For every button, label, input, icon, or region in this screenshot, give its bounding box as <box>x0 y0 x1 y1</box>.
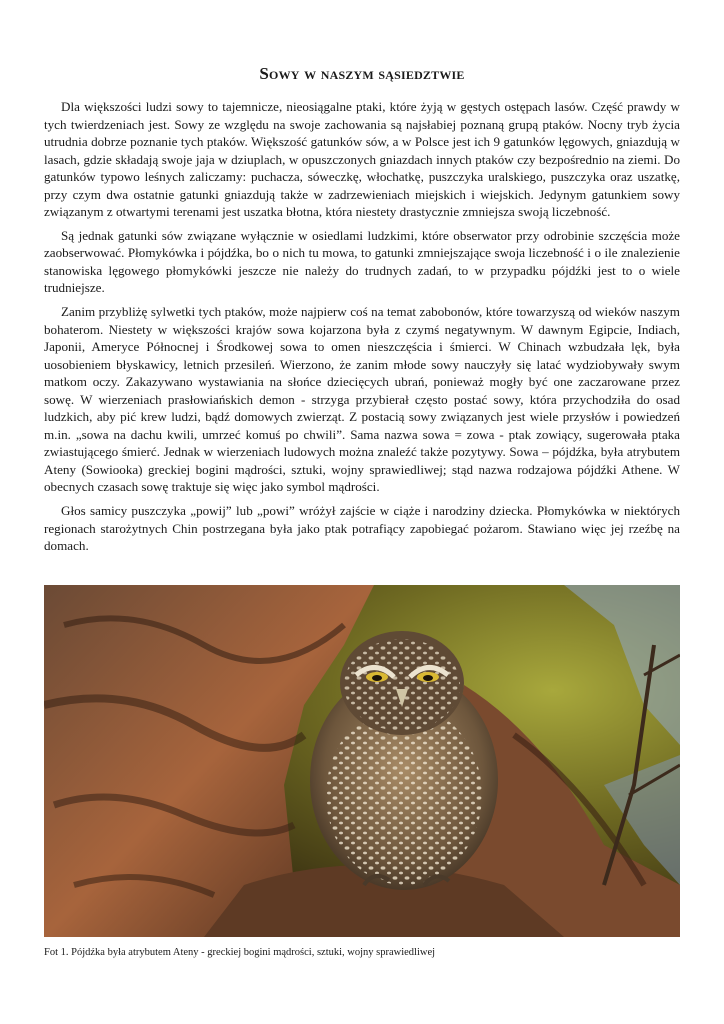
article-title: Sowy w naszym sąsiedztwie <box>259 64 465 83</box>
photo-caption: Fot 1. Pójdźka była atrybutem Ateny - greckiej bogini mądrości, sztuki, wojny sprawiedliwej <box>44 947 436 958</box>
paragraph-4: Głos samicy puszczyka „powij” lub „powi” wróżył zajście w ciąże i narodziny dziecka. Płomykówka w niektórych regionach starożytnych Chin postrzegana była jako ptak potrafiący zapobiegać pożarom. Stawiano więc jej rzeźbę na domach. <box>44 503 680 554</box>
paragraph-3: Zanim przybliżę sylwetki tych ptaków, może najpierw coś na temat zabobonów, które towarzyszą od wieków naszym bohaterom. Niestety w większości krajów sowa kojarzona była z czymś negatywnym. W dawnym Egipcie, Indiach, Japonii, Ameryce Północnej i Środkowej sowa to omen nieszczęścia i śmierci. W Chinach wzbudzała lęk, była uosobieniem błyskawicy, letnich przesileń. Wierzono, że zanim młode sowy nauczyły się latać wydziobywały swym matkom oczy. Zakazywano wystawiania na słońce dziecięcych ubrań, ponieważ mogły być one zaczarowane przez sowę. W wierzeniach prasłowiańskich demon - strzyga przybierał często postać sowy, która przychodziła do osad ludzkich, aby pić krew ludzi, bądź domowych zwierząt. Z postacią sowy związanych jest wiele przysłów i powiedzeń m.in. „sowa na dachu kwili, umrzeć komuś po chwili”. Sama nazwa sowa = zowa - ptak zowiący, sugerowała ptaka zwiastującego śmierć. Jednak w wierzeniach ludowych można znaleźć także pozytywy. Sowa – pójdźka, była atrybutem Ateny (Sowiooka) greckiej bogini mądrości, sztuki, wojny sprawiedliwej; stąd nazwa rodzajowa pójdźki Athene. W obecnych czasach sowę traktuje się więc jako symbol mądrości. <box>44 304 680 495</box>
paragraph-1: Dla większości ludzi sowy to tajemnicze, nieosiągalne ptaki, które żyją w gęstych ostępach lasów. Część prawdy w tych twierdzeniach jest. Sowy ze względu na swoje zachowania są najsłabiej poznaną grupą ptaków. Nocny tryb życia utrudnia dobrze poznanie tych ptaków. Większość gatunków sów, a w Polsce jest ich 9 gatunków lęgowych, gniazdują w lasach, gdzie składają swoje jaja w dziuplach, w opuszczonych gniazdach innych ptaków czy bezpośrednio na ziemi. Do gatunków typowo leśnych zaliczamy: puchacza, sóweczkę, włochatkę, puszczyka uralskiego, puszczyka oraz uszatkę, przy czym dwa ostatnie gatunki gniazdują także w zadrzewieniach miejskich i wiejskich. Jedynym gatunkiem sowy związanym z otwartymi terenami jest uszatka błotna, która niestety drastycznie zmniejsza swoją liczebność. <box>44 99 680 220</box>
paragraph-2: Są jednak gatunki sów związane wyłącznie w osiedlami ludzkimi, które obserwator przy odrobinie szczęścia może zaobserwować. Płomykówka i pójdźka, bo o nich tu mowa, to gatunki zmniejszające swoja liczebność i o ile znalezienie stanowiska lęgowego płomykówki jeszcze nie należy do trudnych zadań, to w przypadku pójdźki jest to o wiele trudniejsze. <box>44 227 680 296</box>
article-body <box>44 98 680 561</box>
owl-photo <box>44 585 680 937</box>
owl-illustration <box>44 585 680 937</box>
